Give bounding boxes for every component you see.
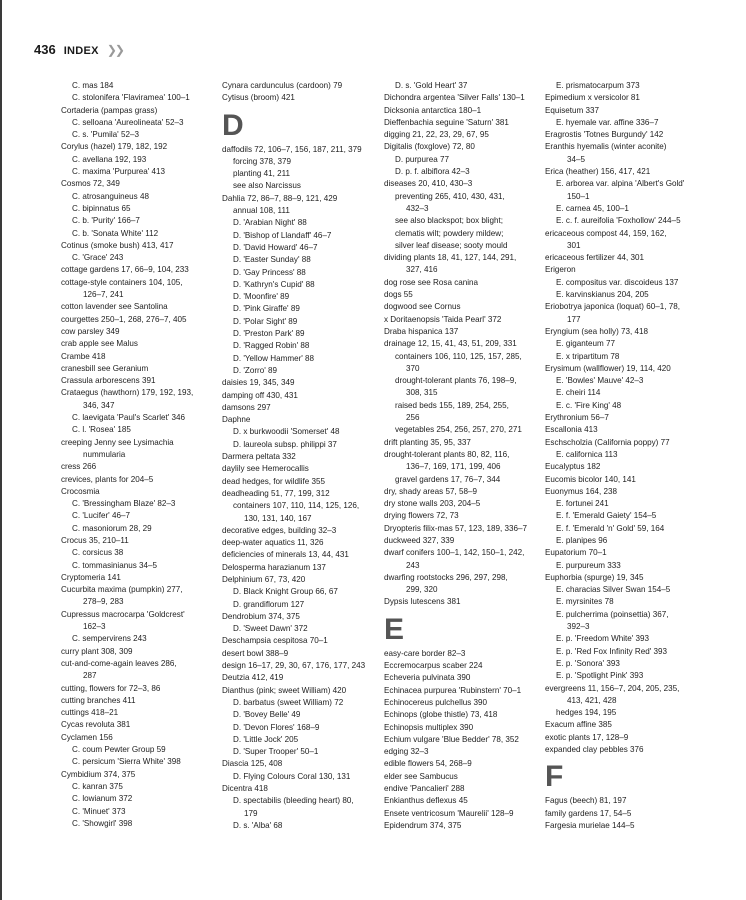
index-entry: E. 'Bowles' Mauve' 42–3: [556, 376, 644, 386]
index-entry: clematis wilt; powdery mildew;: [395, 228, 504, 238]
section-title: INDEX: [63, 45, 99, 57]
index-entry: E. c. 'Fire King' 48: [556, 400, 622, 410]
index-entry: cow parsley 349: [61, 326, 120, 336]
index-entry: gravel gardens 17, 76–7, 344: [395, 474, 501, 484]
index-entry: E. p. 'Spotlight Pink' 393: [556, 671, 644, 681]
index-entry: C. b. 'Sonata White' 112: [72, 228, 159, 238]
index-entry: Diascia 125, 408: [222, 759, 283, 769]
index-entry: Eranthis hyemalis (winter aconite): [545, 142, 667, 152]
index-entry: C. avellana 192, 193: [72, 154, 147, 164]
index-entry: edible flowers 54, 268–9: [384, 759, 472, 769]
index-entry: Dianthus (pink; sweet William) 420: [222, 685, 347, 695]
index-entry: courgettes 250–1, 268, 276–7, 405: [61, 314, 187, 324]
index-entry: Enkianthus deflexus 45: [384, 796, 468, 806]
index-entry: 432–3: [406, 203, 429, 213]
index-entry: C. b. 'Purity' 166–7: [72, 216, 140, 226]
index-entry: Corylus (hazel) 179, 182, 192: [61, 142, 168, 152]
index-entry: dry stone walls 203, 204–5: [384, 499, 481, 509]
index-entry: D. x burkwoodii 'Somerset' 48: [233, 427, 340, 437]
index-entry: C. lowianum 372: [72, 794, 133, 804]
index-entry: D. Flying Colours Coral 130, 131: [233, 771, 351, 781]
index-entry: D. 'Bovey Belle' 49: [233, 710, 301, 720]
index-entry: silver leaf disease; sooty mould: [395, 240, 508, 250]
index-entry: exotic plants 17, 128–9: [545, 732, 629, 742]
index-entry: Delosperma harazianum 137: [222, 562, 326, 572]
page-number: 436: [34, 42, 56, 57]
index-entry: D. s. 'Gold Heart' 37: [395, 81, 468, 90]
index-entry: 177: [567, 314, 581, 324]
index-entry: 392–3: [567, 622, 590, 632]
index-entry: E. p. 'Red Fox Infinity Red' 393: [556, 646, 668, 656]
index-entry: C. mas 184: [72, 81, 114, 90]
index-entry: 346, 347: [83, 400, 115, 410]
index-entry: C. sempervirens 243: [72, 634, 147, 644]
index-column-3: [384, 80, 544, 832]
index-entry: C. laevigata 'Paul's Scarlet' 346: [72, 413, 186, 423]
index-entry: D. 'David Howard' 46–7: [233, 242, 318, 252]
index-entry: 299, 320: [406, 585, 438, 595]
index-entry: C. s. 'Pumila' 52–3: [72, 130, 139, 140]
index-entry: D. 'Sweet Dawn' 372: [233, 624, 308, 634]
index-entry: Delphinium 67, 73, 420: [222, 574, 306, 584]
index-column-4: [545, 80, 710, 832]
index-entry: Cotinus (smoke bush) 413, 417: [61, 240, 174, 250]
index-entry: Cymbidium 374, 375: [61, 769, 136, 779]
index-entry: D. 'Super Trooper' 50–1: [233, 747, 319, 757]
index-entry: C. corsicus 38: [72, 548, 124, 558]
index-entry: x Doritaenopsis 'Taida Pearl' 372: [384, 314, 502, 324]
index-entry: Dichondra argentea 'Silver Falls' 130–1: [384, 93, 525, 103]
index-entry: Euonymus 164, 238: [545, 486, 617, 496]
index-entry: Escallonia 413: [545, 425, 598, 435]
index-entry: containers 106, 110, 125, 157, 285,: [395, 351, 522, 361]
index-entry: C. coum Pewter Group 59: [72, 745, 166, 755]
index-entry: 287: [83, 671, 97, 681]
index-entry: drainage 12, 15, 41, 43, 51, 209, 331: [384, 339, 517, 349]
index-entry: damsons 297: [222, 402, 271, 412]
index-entry: 136–7, 169, 171, 199, 406: [406, 462, 501, 472]
index-entry: Eschscholzia (California poppy) 77: [545, 437, 670, 447]
index-entry: dwarf conifers 100–1, 142, 150–1, 242,: [384, 548, 525, 558]
index-entry: E. f. 'Emerald Gaiety' 154–5: [556, 511, 657, 521]
index-entry: Eucomis bicolor 140, 141: [545, 474, 636, 484]
index-entry: daisies 19, 345, 349: [222, 378, 295, 388]
index-entry: 256: [406, 413, 420, 423]
index-entry: nummularia: [83, 449, 126, 459]
index-entry: D. laureola subsp. philippi 37: [233, 439, 337, 449]
index-entry: Cortaderia (pampas grass): [61, 105, 158, 115]
index-entry: D. 'Yellow Hammer' 88: [233, 353, 315, 363]
index-entry: Deutzia 412, 419: [222, 673, 284, 683]
index-entry: C. l. 'Rosea' 185: [72, 425, 131, 435]
index-entry: design 16–17, 29, 30, 67, 176, 177, 243: [222, 661, 366, 671]
index-entry: Cupressus macrocarpa 'Goldcrest': [61, 609, 185, 619]
index-entry: Digitalis (foxglove) 72, 80: [384, 142, 475, 152]
index-entry: drying flowers 72, 73: [384, 511, 459, 521]
index-entry: Crataegus (hawthorn) 179, 192, 193,: [61, 388, 194, 398]
index-entry: 162–3: [83, 622, 106, 632]
index-entry: deficiencies of minerals 13, 44, 431: [222, 550, 349, 560]
index-entry: D. 'Preston Park' 89: [233, 329, 305, 339]
index-entry: daffodils 72, 106–7, 156, 187, 211, 379: [222, 144, 362, 154]
index-entry: E. arborea var. alpina 'Albert's Gold': [556, 179, 685, 189]
index-entry: Dicentra 418: [222, 784, 268, 794]
index-entry: D. spectabilis (bleeding heart) 80,: [233, 796, 354, 806]
index-entry: E. purpureum 333: [556, 560, 621, 570]
index-entry: C. masoniorum 28, 29: [72, 523, 152, 533]
index-entry: E. prismatocarpum 373: [556, 81, 640, 90]
index-entry: raised beds 155, 189, 254, 255,: [395, 400, 509, 410]
index-entry: drought-tolerant plants 80, 82, 116,: [384, 449, 510, 459]
index-entry: vegetables 254, 256, 257, 270, 271: [395, 425, 522, 435]
index-entry: 308, 315: [406, 388, 438, 398]
index-entry: family gardens 17, 54–5: [545, 808, 632, 818]
index-entry: ericaceous compost 44, 159, 162,: [545, 228, 667, 238]
index-entry: D. Black Knight Group 66, 67: [233, 587, 338, 597]
index-entry: Crassula arborescens 391: [61, 376, 156, 386]
index-entry: 278–9, 283: [83, 597, 124, 607]
index-entry: 413, 421, 428: [567, 695, 617, 705]
index-entry: curry plant 308, 309: [61, 646, 133, 656]
index-entry: D. 'Devon Flores' 168–9: [233, 722, 320, 732]
index-entry: E. p. 'Freedom White' 393: [556, 634, 650, 644]
index-entry: Erigeron: [545, 265, 576, 275]
index-entry: Fagus (beech) 81, 197: [545, 796, 627, 806]
index-entry: cottage gardens 17, 66–9, 104, 233: [61, 265, 189, 275]
index-entry: E. characias Silver Swan 154–5: [556, 585, 671, 595]
index-entry: Dieffenbachia seguine 'Saturn' 381: [384, 117, 509, 127]
index-entry: Epidendrum 374, 375: [384, 820, 462, 830]
index-entry: dwarfing rootstocks 296, 297, 298,: [384, 572, 508, 582]
index-entry: Echeveria pulvinata 390: [384, 673, 471, 683]
index-entry: Fargesia murielae 144–5: [545, 820, 635, 830]
index-entry: E. hyemale var. affine 336–7: [556, 117, 659, 127]
index-entry: cut-and-come-again leaves 286,: [61, 658, 177, 668]
index-entry: Eucalyptus 182: [545, 462, 601, 472]
index-entry: Eryngium (sea holly) 73, 418: [545, 326, 649, 336]
index-entry: D. 'Ragged Robin' 88: [233, 341, 310, 351]
index-entry: planting 41, 211: [233, 169, 291, 179]
page-header: [34, 42, 123, 57]
index-entry: E. compositus var. discoideus 137: [556, 277, 679, 287]
index-entry: cotton lavender see Santolina: [61, 302, 168, 312]
index-entry: Cucurbita maxima (pumpkin) 277,: [61, 585, 183, 595]
index-entry: cranesbill see Geranium: [61, 363, 149, 373]
index-entry: E. giganteum 77: [556, 339, 615, 349]
index-entry: drift planting 35, 95, 337: [384, 437, 471, 447]
index-entry: Cycas revoluta 381: [61, 720, 131, 730]
index-entry: 130, 131, 140, 167: [244, 513, 312, 523]
index-entry: Dendrobium 374, 375: [222, 611, 300, 621]
index-entry: expanded clay pebbles 376: [545, 745, 644, 755]
index-entry: D. purpurea 77: [395, 154, 449, 164]
index-entry: C. 'Lucifer' 46–7: [72, 511, 130, 521]
index-entry: E. carnea 45, 100–1: [556, 203, 629, 213]
index-entry: E. myrsinites 78: [556, 597, 614, 607]
index-entry: C. 'Minuet' 373: [72, 806, 126, 816]
index-entry: C. persicum 'Sierra White' 398: [72, 757, 181, 767]
index-entry: cress 266: [61, 462, 97, 472]
index-entry: Cosmos 72, 349: [61, 179, 120, 189]
index-entry: D. 'Polar Sight' 89: [233, 316, 298, 326]
index-entry: C. 'Grace' 243: [72, 253, 124, 263]
index-entry: dry, shady areas 57, 58–9: [384, 486, 477, 496]
index-entry: diseases 20, 410, 430–3: [384, 179, 473, 189]
index-entry: dogs 55: [384, 290, 413, 300]
index-entry: E. x tripartitum 78: [556, 351, 620, 361]
index-entry: drought-tolerant plants 76, 198–9,: [395, 376, 517, 386]
section-letter: E: [384, 612, 405, 646]
index-entry: C. atrosanguineus 48: [72, 191, 149, 201]
index-entry: cutting branches 411: [61, 695, 136, 705]
index-entry: D. 'Easter Sunday' 88: [233, 255, 311, 265]
index-entry: damping off 430, 431: [222, 390, 298, 400]
index-entry: 126–7, 241: [83, 290, 124, 300]
index-entry: 327, 416: [406, 265, 438, 275]
index-entry: E. californica 113: [556, 449, 618, 459]
index-entry: 243: [406, 560, 420, 570]
index-entry: evergreens 11, 156–7, 204, 205, 235,: [545, 683, 680, 693]
index-entry: Eragrostis 'Totnes Burgundy' 142: [545, 130, 664, 140]
index-entry: deadheading 51, 77, 199, 312: [222, 488, 330, 498]
index-entry: Euphorbia (spurge) 19, 345: [545, 572, 644, 582]
index-entry: C. stolonifera 'Flaviramea' 100–1: [72, 93, 190, 103]
index-entry: digging 21, 22, 23, 29, 67, 95: [384, 130, 489, 140]
index-entry: easy-care border 82–3: [384, 648, 466, 658]
index-entry: deep-water aquatics 11, 326: [222, 538, 324, 548]
section-letter: F: [545, 760, 564, 794]
index-entry: C. kanran 375: [72, 781, 123, 791]
index-entry: endive 'Pancalieri' 288: [384, 784, 465, 794]
index-entry: Equisetum 337: [545, 105, 599, 115]
index-entry: Eccremocarpus scaber 224: [384, 661, 483, 671]
index-entry: Dicksonia antarctica 180–1: [384, 105, 482, 115]
index-entry: D. p. f. albiflora 42–3: [395, 167, 470, 177]
index-entry: Draba hispanica 137: [384, 326, 459, 336]
index-entry: E. karvinskianus 204, 205: [556, 290, 649, 300]
index-entry: Eupatorium 70–1: [545, 548, 607, 558]
index-entry: D. 'Pink Giraffe' 89: [233, 304, 300, 314]
index-entry: Darmera peltata 332: [222, 452, 296, 462]
index-entry: Deschampsia cespitosa 70–1: [222, 636, 328, 646]
index-entry: C. selloana 'Aureolineata' 52–3: [72, 117, 184, 127]
index-entry: ericaceous fertilizer 44, 301: [545, 253, 644, 263]
index-entry: Crambe 418: [61, 351, 106, 361]
index-entry: Dypsis lutescens 381: [384, 597, 461, 607]
index-entry: crevices, plants for 204–5: [61, 474, 154, 484]
index-entry: Exacum affine 385: [545, 720, 612, 730]
index-entry: 150–1: [567, 191, 590, 201]
index-entry: Erysimum (wallflower) 19, 114, 420: [545, 363, 671, 373]
index-entry: D. 'Gay Princess' 88: [233, 267, 306, 277]
index-entry: C. 'Bressingham Blaze' 82–3: [72, 499, 176, 509]
index-entry: hedges 194, 195: [556, 708, 617, 718]
index-entry: Crocosmia: [61, 486, 100, 496]
index-entry: Echinops (globe thistle) 73, 418: [384, 710, 498, 720]
index-entry: Erica (heather) 156, 417, 421: [545, 167, 651, 177]
index-entry: Echinacea purpurea 'Rubinstern' 70–1: [384, 685, 522, 695]
index-entry: 34–5: [567, 154, 586, 164]
index-entry: D. s. 'Alba' 68: [233, 820, 283, 830]
chevron-right-icon: ❯❯: [106, 43, 123, 57]
index-entry: E. planipes 96: [556, 535, 608, 545]
index-entry: D. grandiflorum 127: [233, 599, 305, 609]
index-entry: C. 'Showgirl' 398: [72, 818, 133, 828]
index-entry: Daphne: [222, 415, 251, 425]
index-entry: edging 32–3: [384, 747, 429, 757]
index-entry: D. 'Kathryn's Cupid' 88: [233, 279, 315, 289]
index-entry: Dryopteris filix-mas 57, 123, 189, 336–7: [384, 523, 528, 533]
index-entry: crab apple see Malus: [61, 339, 138, 349]
index-column-1: [61, 80, 221, 830]
index-entry: D. 'Arabian Night' 88: [233, 218, 307, 228]
section-letter: D: [222, 108, 244, 142]
index-entry: annual 108, 111: [233, 206, 290, 216]
index-entry: E. cheiri 114: [556, 388, 601, 398]
index-entry: E. c. f. aureifolia 'Foxhollow' 244–5: [556, 216, 681, 226]
index-entry: Epimedium x versicolor 81: [545, 93, 640, 103]
index-entry: Ensete ventricosum 'Maurelii' 128–9: [384, 808, 514, 818]
index-entry: Echinopsis multiplex 390: [384, 722, 474, 732]
index-entry: Cytisus (broom) 421: [222, 93, 295, 103]
index-entry: elder see Sambucus: [384, 771, 458, 781]
index-entry: C. tommasinianus 34–5: [72, 560, 158, 570]
index-entry: see also blackspot; box blight;: [395, 216, 503, 226]
index-entry: Crocus 35, 210–11: [61, 535, 129, 545]
index-entry: creeping Jenny see Lysimachia: [61, 437, 174, 447]
index-entry: see also Narcissus: [233, 181, 301, 191]
index-entry: D. 'Moonfire' 89: [233, 292, 290, 302]
index-entry: E. fortunei 241: [556, 499, 609, 509]
index-entry: decorative edges, building 32–3: [222, 525, 337, 535]
index-entry: Cyclamen 156: [61, 732, 113, 742]
index-entry: cuttings 418–21: [61, 708, 119, 718]
index-entry: D. barbatus (sweet William) 72: [233, 697, 344, 707]
index-entry: D. 'Zorro' 89: [233, 365, 278, 375]
index-entry: Dahlia 72, 86–7, 88–9, 121, 429: [222, 193, 338, 203]
index-entry: Cryptomeria 141: [61, 572, 121, 582]
index-entry: D. 'Bishop of Llandaff' 46–7: [233, 230, 332, 240]
index-entry: D. 'Little Jock' 205: [233, 734, 299, 744]
index-entry: dogwood see Cornus: [384, 302, 461, 312]
index-entry: cottage-style containers 104, 105,: [61, 277, 183, 287]
index-entry: forcing 378, 379: [233, 156, 292, 166]
index-entry: containers 107, 110, 114, 125, 126,: [233, 501, 360, 511]
index-entry: Echinocereus pulchellus 390: [384, 697, 488, 707]
page-edge-line: [0, 0, 2, 900]
index-entry: 179: [244, 808, 258, 818]
index-entry: desert bowl 388–9: [222, 648, 289, 658]
index-entry: 301: [567, 240, 581, 250]
index-entry: dead hedges, for wildlife 355: [222, 476, 326, 486]
index-entry: preventing 265, 410, 430, 431,: [395, 191, 505, 201]
index-entry: Eriobotrya japonica (loquat) 60–1, 78,: [545, 302, 680, 312]
index-entry: daylily see Hemerocallis: [222, 464, 309, 474]
index-entry: Echium vulgare 'Blue Bedder' 78, 352: [384, 734, 519, 744]
index-column-2: [222, 80, 382, 832]
index-entry: dividing plants 18, 41, 127, 144, 291,: [384, 253, 517, 263]
index-entry: E. pulcherrima (poinsettia) 367,: [556, 609, 669, 619]
index-entry: E. p. 'Sonora' 393: [556, 658, 620, 668]
index-entry: Cynara cardunculus (cardoon) 79: [222, 81, 343, 90]
index-entry: 370: [406, 363, 420, 373]
index-entry: duckweed 327, 339: [384, 535, 455, 545]
index-entry: Erythronium 56–7: [545, 413, 609, 423]
index-entry: dog rose see Rosa canina: [384, 277, 479, 287]
index-entry: cutting, flowers for 72–3, 86: [61, 683, 161, 693]
index-entry: E. f. 'Emerald 'n' Gold' 59, 164: [556, 523, 665, 533]
index-entry: C. maxima 'Purpurea' 413: [72, 167, 166, 177]
index-entry: C. bipinnatus 65: [72, 203, 131, 213]
